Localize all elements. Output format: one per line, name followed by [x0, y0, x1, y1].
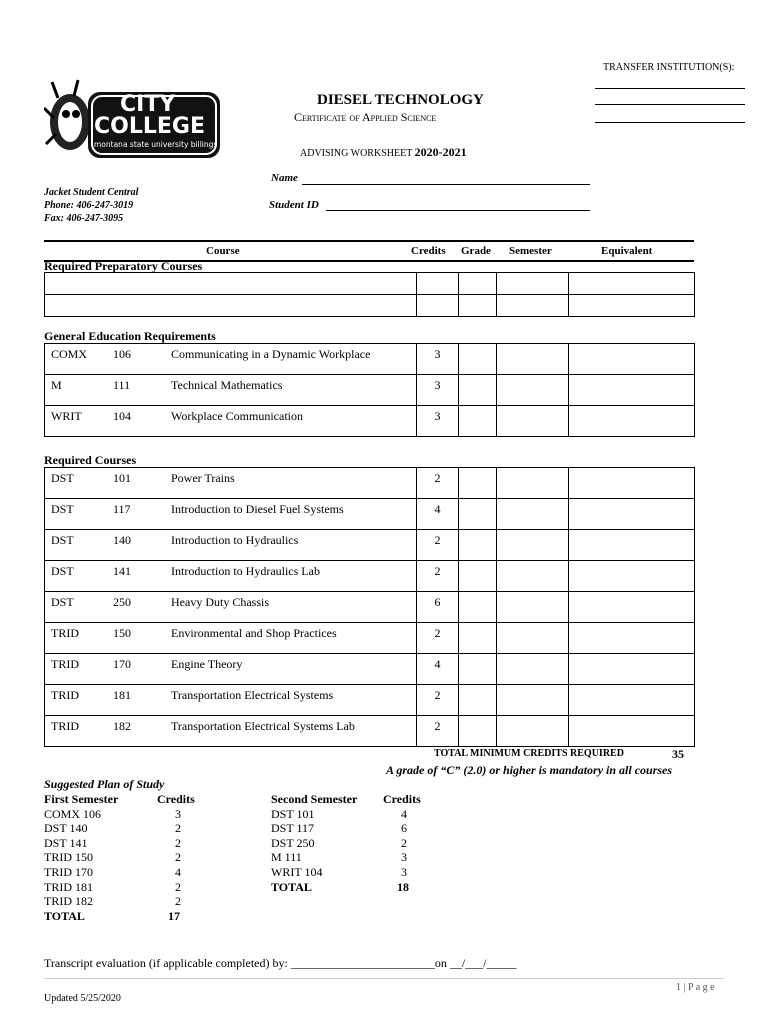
semester-cell[interactable] [497, 716, 569, 747]
plan-credits: 4 [175, 864, 181, 879]
first-credits-heading: Credits [157, 792, 195, 806]
equivalent-cell[interactable] [569, 654, 695, 685]
course-number: 106 [113, 347, 131, 361]
equivalent-cell[interactable] [569, 561, 695, 592]
course-cell [45, 406, 417, 437]
table-row [45, 592, 695, 623]
worksheet-label: ADVISING WORKSHEET [300, 148, 413, 159]
required-title: Required Courses [44, 453, 137, 467]
footer-divider [44, 978, 724, 979]
plan-row [271, 865, 431, 880]
plan-course: TRID 181 [44, 879, 93, 894]
equivalent-cell[interactable] [569, 273, 695, 295]
credits-cell[interactable] [417, 295, 459, 317]
equivalent-cell[interactable] [569, 592, 695, 623]
plan-credits: 2 [175, 835, 181, 850]
plan-row [271, 807, 431, 822]
transcript-evaluation-line[interactable]: Transcript evaluation (if applicable completed) by: ________________________on __/___/_____ [44, 956, 517, 970]
course-cell [45, 623, 417, 654]
table-row [45, 375, 695, 406]
course-name: Transportation Electrical Systems [171, 688, 334, 702]
course-credits: 4 [434, 502, 441, 516]
equivalent-cell[interactable] [569, 623, 695, 654]
grade-cell[interactable] [459, 468, 497, 499]
program-subtitle: Certificate of Applied Science [294, 110, 437, 124]
worksheet-year: 2020-2021 [414, 145, 467, 159]
second-credits-heading: Credits [383, 792, 421, 806]
course-cell [45, 468, 417, 499]
equivalent-cell[interactable] [569, 530, 695, 561]
credits-cell [417, 468, 459, 499]
student-id-field[interactable] [326, 210, 590, 211]
course-number: 104 [113, 409, 131, 423]
contact-fax: Fax: 406-247-3095 [44, 213, 124, 224]
gen-ed-title: General Education Requirements [44, 329, 216, 343]
grade-cell[interactable] [459, 499, 497, 530]
gen-ed-table [44, 343, 695, 437]
col-grade: Grade [461, 245, 491, 257]
plan-credits: 2 [401, 835, 407, 850]
logo-text-college: COLLEGE [94, 114, 205, 139]
plan-course: TRID 170 [44, 864, 93, 879]
plan-row [44, 821, 204, 836]
course-cell [45, 685, 417, 716]
semester-cell[interactable] [497, 468, 569, 499]
transfer-line-1[interactable] [595, 88, 745, 89]
course-number: 250 [113, 595, 131, 609]
second-total-label: TOTAL [271, 879, 312, 894]
course-subject: DST [51, 471, 74, 485]
credits-cell [417, 716, 459, 747]
table-row [45, 468, 695, 499]
plan-row [271, 821, 431, 836]
col-course: Course [206, 245, 240, 257]
course-credits: 6 [434, 595, 441, 609]
grade-cell[interactable] [459, 273, 497, 295]
plan-credits: 2 [175, 879, 181, 894]
table-row [45, 344, 695, 375]
course-cell [45, 499, 417, 530]
grade-cell[interactable] [459, 623, 497, 654]
total-credits-label: TOTAL MINIMUM CREDITS REQUIRED [434, 748, 624, 759]
course-cell [45, 344, 417, 375]
course-name: Introduction to Hydraulics Lab [171, 564, 320, 578]
transfer-label: TRANSFER INSTITUTION(S): [603, 62, 735, 73]
course-credits: 3 [434, 409, 441, 423]
course-credits: 2 [434, 564, 441, 578]
grade-cell[interactable] [459, 716, 497, 747]
equivalent-cell[interactable] [569, 499, 695, 530]
course-name: Transportation Electrical Systems Lab [171, 719, 355, 733]
equivalent-cell[interactable] [569, 375, 695, 406]
course-cell [45, 561, 417, 592]
equivalent-cell[interactable] [569, 344, 695, 375]
plan-credits: 4 [401, 806, 407, 821]
semester-cell[interactable] [497, 623, 569, 654]
plan-credits: 2 [175, 894, 181, 909]
program-title: DIESEL TECHNOLOGY [317, 92, 484, 108]
plan-row [44, 880, 204, 895]
logo-tagline: montana state university billings [94, 140, 218, 149]
second-total-value: 18 [397, 879, 409, 894]
semester-cell[interactable] [497, 685, 569, 716]
course-subject: COMX [51, 347, 88, 361]
course-cell [45, 592, 417, 623]
credits-cell [417, 499, 459, 530]
name-field[interactable] [302, 184, 590, 185]
grade-cell[interactable] [459, 344, 497, 375]
course-cell [45, 716, 417, 747]
equivalent-cell[interactable] [569, 716, 695, 747]
course-subject: DST [51, 502, 74, 516]
plan-course: DST 140 [44, 821, 88, 836]
semester-cell[interactable] [497, 530, 569, 561]
table-row [45, 685, 695, 716]
course-number: 117 [113, 502, 131, 516]
course-name: Environmental and Shop Practices [171, 626, 337, 640]
first-total-value: 17 [168, 908, 180, 923]
city-college-logo [44, 78, 224, 160]
plan-credits: 3 [401, 850, 407, 865]
course-cell[interactable] [45, 295, 417, 317]
course-name: Engine Theory [171, 657, 243, 671]
credits-cell [417, 654, 459, 685]
course-cell [45, 654, 417, 685]
updated-date: Updated 5/25/2020 [44, 993, 121, 1004]
first-semester-block [44, 792, 204, 923]
table-row [45, 295, 695, 317]
course-credits: 2 [434, 719, 441, 733]
plan-credits: 3 [401, 864, 407, 879]
course-subject: WRIT [51, 409, 82, 423]
course-credits: 2 [434, 471, 441, 485]
equivalent-cell[interactable] [569, 406, 695, 437]
semester-cell[interactable] [497, 295, 569, 317]
second-semester-block [271, 792, 431, 894]
semester-cell[interactable] [497, 561, 569, 592]
course-number: 111 [113, 378, 131, 392]
required-table [44, 467, 695, 747]
contact-office: Jacket Student Central [44, 187, 139, 198]
course-credits: 3 [434, 347, 441, 361]
grade-cell[interactable] [459, 295, 497, 317]
course-cell [45, 530, 417, 561]
semester-cell[interactable] [497, 654, 569, 685]
course-subject: TRID [51, 626, 79, 640]
plan-title: Suggested Plan of Study [44, 777, 165, 791]
page-number: 1 | P a g e [676, 982, 715, 993]
plan-credits: 2 [175, 850, 181, 865]
credits-cell [417, 592, 459, 623]
plan-row [44, 865, 204, 880]
credits-cell [417, 623, 459, 654]
course-name: Technical Mathematics [171, 378, 283, 392]
credits-cell [417, 530, 459, 561]
grade-cell[interactable] [459, 530, 497, 561]
course-name: Power Trains [171, 471, 235, 485]
credits-cell [417, 375, 459, 406]
col-semester: Semester [509, 245, 552, 257]
plan-course: DST 101 [271, 806, 315, 821]
plan-row [271, 850, 431, 865]
course-name: Workplace Communication [171, 409, 303, 423]
plan-row [44, 836, 204, 851]
course-name: Introduction to Hydraulics [171, 533, 299, 547]
total-credits-value: 35 [672, 747, 684, 761]
course-number: 181 [113, 688, 131, 702]
plan-credits: 6 [401, 821, 407, 836]
credits-cell [417, 406, 459, 437]
plan-row [44, 894, 204, 909]
course-number: 182 [113, 719, 131, 733]
plan-row [44, 850, 204, 865]
table-row [45, 273, 695, 295]
preparatory-title: Required Preparatory Courses [44, 259, 203, 273]
contact-block [44, 186, 138, 225]
plan-credits: 3 [175, 806, 181, 821]
plan-course: COMX 106 [44, 806, 102, 821]
course-number: 101 [113, 471, 131, 485]
grade-cell[interactable] [459, 592, 497, 623]
course-number: 170 [113, 657, 131, 671]
semester-cell[interactable] [497, 375, 569, 406]
plan-row [44, 807, 204, 822]
equivalent-cell[interactable] [569, 685, 695, 716]
table-row [45, 530, 695, 561]
first-total-label: TOTAL [44, 908, 85, 923]
table-row [45, 499, 695, 530]
semester-cell[interactable] [497, 499, 569, 530]
col-credits: Credits [411, 245, 446, 257]
grade-cell[interactable] [459, 375, 497, 406]
course-subject: DST [51, 533, 74, 547]
credits-cell[interactable] [417, 273, 459, 295]
second-semester-heading: Second Semester [271, 792, 358, 806]
plan-course: TRID 150 [44, 850, 93, 865]
course-subject: DST [51, 564, 74, 578]
credits-cell [417, 344, 459, 375]
semester-cell[interactable] [497, 406, 569, 437]
table-row [45, 623, 695, 654]
course-cell [45, 375, 417, 406]
course-number: 141 [113, 564, 131, 578]
name-label: Name [271, 172, 298, 184]
course-credits: 2 [434, 533, 441, 547]
grade-cell[interactable] [459, 654, 497, 685]
worksheet-heading [300, 145, 467, 160]
plan-course: M 111 [271, 850, 302, 865]
equivalent-cell[interactable] [569, 468, 695, 499]
first-semester-heading: First Semester [44, 792, 119, 806]
credits-cell [417, 561, 459, 592]
student-id-label: Student ID [269, 199, 319, 211]
col-equivalent: Equivalent [601, 245, 653, 257]
table-row [45, 716, 695, 747]
transfer-line-3[interactable] [595, 122, 745, 123]
course-subject: TRID [51, 719, 79, 733]
preparatory-table [44, 272, 695, 317]
course-name: Introduction to Diesel Fuel Systems [171, 502, 344, 516]
plan-course: DST 250 [271, 835, 315, 850]
course-credits: 2 [434, 688, 441, 702]
plan-course: WRIT 104 [271, 864, 323, 879]
logo-text-city: CITY [120, 92, 176, 117]
grade-cell[interactable] [459, 406, 497, 437]
table-row [45, 654, 695, 685]
semester-cell[interactable] [497, 344, 569, 375]
course-credits: 4 [434, 657, 441, 671]
semester-cell[interactable] [497, 592, 569, 623]
course-name: Communicating in a Dynamic Workplace [171, 347, 371, 361]
course-credits: 3 [434, 378, 441, 392]
plan-credits: 2 [175, 821, 181, 836]
plan-course: DST 141 [44, 835, 88, 850]
table-row [45, 406, 695, 437]
credits-cell [417, 685, 459, 716]
semester-cell[interactable] [497, 273, 569, 295]
course-subject: DST [51, 595, 74, 609]
transfer-line-2[interactable] [595, 104, 745, 105]
plan-row [271, 836, 431, 851]
grade-cell[interactable] [459, 685, 497, 716]
equivalent-cell[interactable] [569, 295, 695, 317]
course-number: 150 [113, 626, 131, 640]
course-subject: M [51, 378, 62, 392]
grade-cell[interactable] [459, 561, 497, 592]
contact-phone: Phone: 406-247-3019 [44, 200, 134, 211]
table-row [45, 561, 695, 592]
course-subject: TRID [51, 657, 79, 671]
plan-course: TRID 182 [44, 894, 93, 909]
plan-course: DST 117 [271, 821, 315, 836]
course-cell[interactable] [45, 273, 417, 295]
course-subject: TRID [51, 688, 79, 702]
course-number: 140 [113, 533, 131, 547]
course-credits: 2 [434, 626, 441, 640]
course-name: Heavy Duty Chassis [171, 595, 269, 609]
grade-note: A grade of “C” (2.0) or higher is mandatory in all courses [386, 763, 673, 777]
